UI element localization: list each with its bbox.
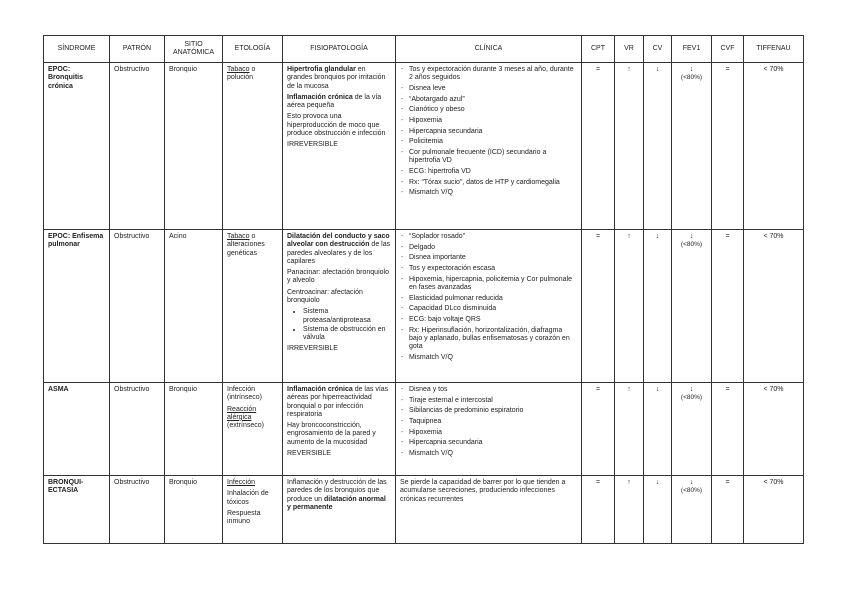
text-run: de la vía aérea pequeña: [287, 93, 382, 110]
text-run: Centroacinar:: [287, 288, 330, 296]
fisio-paragraph: [287, 450, 391, 458]
clinica-item: - Disnea leve: [400, 85, 577, 93]
clinica-item: - Mismatch V/Q: [400, 450, 577, 458]
header-clinica: CLÍNICA: [396, 36, 582, 63]
cell-cpt: =: [582, 63, 615, 230]
clinica-item: - Rx: Hiperinsuflación, horizontalización, diafragma bajo y aplanado, bullas enfisematosas y corazón en gota: [400, 327, 577, 352]
text-run: dilatación anormal y permanente: [287, 495, 386, 511]
fisio-bullets: [287, 308, 391, 342]
cell-vr: ↑: [615, 230, 644, 383]
text-run: Tabaco: [227, 66, 250, 73]
cell-sindrome: EPOC: Enfisema pulmonar: [44, 230, 110, 383]
header-sitio: SITIO ANATÓMICA: [165, 36, 223, 63]
table-body: [44, 63, 804, 544]
text-run: Inhalación de tóxicos: [227, 490, 269, 506]
cell-patron: Obstructivo: [110, 230, 165, 383]
cell-sitio: Bronquio: [165, 63, 223, 230]
clinica-item: - Disnea importante: [400, 254, 577, 262]
header-cpt: CPT: [582, 36, 615, 63]
clinica-item: - Mismatch V/Q: [400, 354, 577, 362]
fev1-threshold: (<80%): [680, 394, 703, 402]
text-run: Dilatación del conducto y saco alveolar con destrucción: [287, 233, 390, 249]
cell-fisiopatologia: [283, 476, 396, 544]
clinica-item: - “Abotargado azul”: [400, 96, 577, 104]
clinica-item: - Sibilancias de predominio espiratorio: [400, 407, 577, 415]
cell-cvf: =: [712, 383, 744, 476]
clinica-item: - Mismatch V/Q: [400, 189, 577, 197]
clinica-item: - ECG: bajo voltaje QRS: [400, 316, 577, 324]
clinica-item: - Hipercapnia secundaria: [400, 128, 577, 136]
header-tiffenau: TIFFENAU: [744, 36, 804, 63]
fev1-arrow: ↓: [689, 386, 694, 393]
fev1-arrow: ↓: [689, 66, 694, 73]
text-run: afectación bronquiolo: [287, 288, 363, 305]
header-cvf: CVF: [712, 36, 744, 63]
fisio-bullet: • Sistema proteasa/antiproteasa: [303, 308, 391, 325]
cell-clinica: Se pierde la capacidad de barrer por lo que tienden a acumularse secreciones, produciendo infecciones crónicas recurrentes: [396, 476, 582, 544]
clinica-item: - ECG: hipertrofia VD: [400, 168, 577, 176]
cell-sindrome: ASMA: [44, 383, 110, 476]
cell-sitio: Bronquio: [165, 383, 223, 476]
cell-cv: ↓: [644, 63, 672, 230]
etiologia-line: [227, 406, 278, 431]
clinica-item: - Hipoxemia: [400, 117, 577, 125]
cell-sindrome: EPOC: Bronquitis crónica: [44, 63, 110, 230]
cell-sitio: Bronquio: [165, 476, 223, 544]
fev1-arrow: ↓: [689, 479, 694, 486]
fisio-paragraph: [287, 479, 391, 512]
fisio-paragraph: [287, 66, 391, 91]
text-run: Panacinar:: [287, 269, 321, 277]
fisio-bullet: • Sistema de obstrucción en válvula: [303, 326, 391, 343]
cell-cv: ↓: [644, 230, 672, 383]
cell-cvf: =: [712, 230, 744, 383]
respiratory-syndromes-table: [43, 35, 804, 544]
text-run: Inflamación crónica: [287, 386, 353, 393]
cell-fisiopatologia: [283, 383, 396, 476]
cell-fev1: [672, 230, 712, 383]
cell-etiologia: [223, 383, 283, 476]
cell-patron: Obstructivo: [110, 63, 165, 230]
cell-fisiopatologia: [283, 230, 396, 383]
clinica-item: - “Soplador rosado”: [400, 233, 577, 241]
text-run: Tabaco: [227, 233, 250, 240]
table-row: [44, 63, 804, 230]
cell-fev1: [672, 383, 712, 476]
text-run: afectación bronquiolo y alveolo: [287, 269, 389, 285]
header-cv: CV: [644, 36, 672, 63]
text-run: Hipertrofia glandular: [287, 66, 356, 73]
text-run: de las paredes alveolares y de los capilares: [287, 241, 391, 265]
cell-fev1: [672, 63, 712, 230]
clinica-list: [400, 66, 577, 198]
header-fev1: FEV1: [672, 36, 712, 63]
etiologia-line: [227, 386, 278, 403]
fev1-threshold: (<80%): [680, 487, 703, 495]
cell-cvf: =: [712, 476, 744, 544]
fisio-paragraph: [287, 386, 391, 419]
cell-etiologia: [223, 63, 283, 230]
fisio-paragraph: [287, 141, 391, 149]
fisio-paragraph: [287, 269, 391, 286]
text-run: o polución: [227, 66, 256, 82]
text-run: Hay broncoconstricción, engrosamiento de la pared y aumento de la mucosidad: [287, 422, 376, 446]
cell-etiologia: [223, 230, 283, 383]
etiologia-line: [227, 490, 278, 507]
cell-fev1: [672, 476, 712, 544]
cell-cvf: =: [712, 63, 744, 230]
header-row: [44, 36, 804, 63]
cell-sindrome: BRONQUI-ECTASIA: [44, 476, 110, 544]
clinica-item: - Disnea y tos: [400, 386, 577, 394]
table-row: [44, 230, 804, 383]
header-vr: VR: [615, 36, 644, 63]
fisio-paragraph: [287, 94, 391, 111]
text-run: de las vías aéreas por hiperreactividad bronquial o por infección respiratoria: [287, 386, 389, 418]
header-patron: PATRÓN: [110, 36, 165, 63]
clinica-list: [400, 386, 577, 458]
table-row: [44, 476, 804, 544]
cell-cpt: =: [582, 230, 615, 383]
text-run: IRREVERSIBLE: [287, 141, 338, 149]
header-sindrome: SÍNDROME: [44, 36, 110, 63]
cell-patron: Obstructivo: [110, 476, 165, 544]
header-fisiopatologia: FISIOPATOLOGÍA: [283, 36, 396, 63]
text-run: Inflamación y destrucción de las paredes de los bronquios que produce un: [287, 479, 387, 503]
fev1-threshold: (<80%): [680, 241, 703, 249]
clinica-item: - Cor pulmonale frecuente (ICD) secundario a hipertrofia VD: [400, 149, 577, 166]
clinica-item: - Hipercapnia secundaria: [400, 439, 577, 447]
cell-tiffenau: < 70%: [744, 476, 804, 544]
cell-clinica: [396, 230, 582, 383]
clinica-item: - Tos y expectoración escasa: [400, 265, 577, 273]
fisio-paragraph: [287, 422, 391, 447]
cell-patron: Obstructivo: [110, 383, 165, 476]
fisio-paragraph: [287, 289, 391, 306]
text-run: REVERSIBLE: [287, 450, 331, 458]
text-run: Infección: [227, 386, 256, 393]
cell-clinica: [396, 383, 582, 476]
cell-vr: ↑: [615, 383, 644, 476]
cell-cv: ↓: [644, 383, 672, 476]
table-row: [44, 383, 804, 476]
cell-cv: ↓: [644, 476, 672, 544]
cell-clinica: [396, 63, 582, 230]
cell-tiffenau: < 70%: [744, 383, 804, 476]
cell-cpt: =: [582, 383, 615, 476]
clinica-item: - Tos y expectoración durante 3 meses al año, durante 2 años seguidos: [400, 66, 577, 83]
clinica-item: - Cianótico y obeso: [400, 106, 577, 114]
fisio-paragraph: [287, 233, 391, 266]
etiologia-line: [227, 510, 278, 527]
text-run: o alteraciones genéticas: [227, 233, 265, 257]
text-run: Infección: [227, 479, 256, 486]
etiologia-line: [227, 479, 278, 487]
text-run: Reacción alérgica: [227, 405, 257, 421]
cell-sitio: Acino: [165, 230, 223, 383]
text-run: (extrínseco): [227, 422, 264, 430]
fev1-threshold: (<80%): [680, 74, 703, 82]
clinica-item: - Rx: “Tórax sucio”, datos de HTP y cardiomegalia: [400, 179, 577, 187]
fisio-paragraph: [287, 113, 391, 138]
text-run: (intrínseco): [227, 394, 263, 402]
text-run: en grandes bronquios por irritación de la mucosa: [287, 66, 386, 90]
clinica-list: [400, 233, 577, 362]
clinica-item: - Tiraje esternal e intercostal: [400, 397, 577, 405]
cell-fisiopatologia: [283, 63, 396, 230]
fisio-paragraph: IRREVERSIBLE: [287, 344, 338, 352]
cell-tiffenau: < 70%: [744, 230, 804, 383]
clinica-item: - Delgado: [400, 244, 577, 252]
text-run: Respuesta inmuno: [227, 509, 261, 526]
clinica-item: - Capacidad DLco disminuida: [400, 305, 577, 313]
fev1-arrow: ↓: [689, 233, 694, 240]
cell-vr: ↑: [615, 63, 644, 230]
text-run: Esto provoca una hiperproducción de moco que produce obstrucción e infección: [287, 113, 386, 138]
text-run: Inflamación crónica: [287, 93, 353, 101]
clinica-item: - Policitemia: [400, 138, 577, 146]
clinica-item: - Taquipnea: [400, 418, 577, 426]
clinica-item: - Hipoxemia: [400, 429, 577, 437]
cell-etiologia: [223, 476, 283, 544]
clinica-item: - Hipoxemia, hipercapnia, policitemia y Cor pulmonale en fases avanzadas: [400, 276, 577, 293]
clinica-item: - Elasticidad pulmonar reducida: [400, 295, 577, 303]
cell-vr: ↑: [615, 476, 644, 544]
cell-cpt: =: [582, 476, 615, 544]
cell-tiffenau: < 70%: [744, 63, 804, 230]
header-etiologia: ETOLOGÍA: [223, 36, 283, 63]
